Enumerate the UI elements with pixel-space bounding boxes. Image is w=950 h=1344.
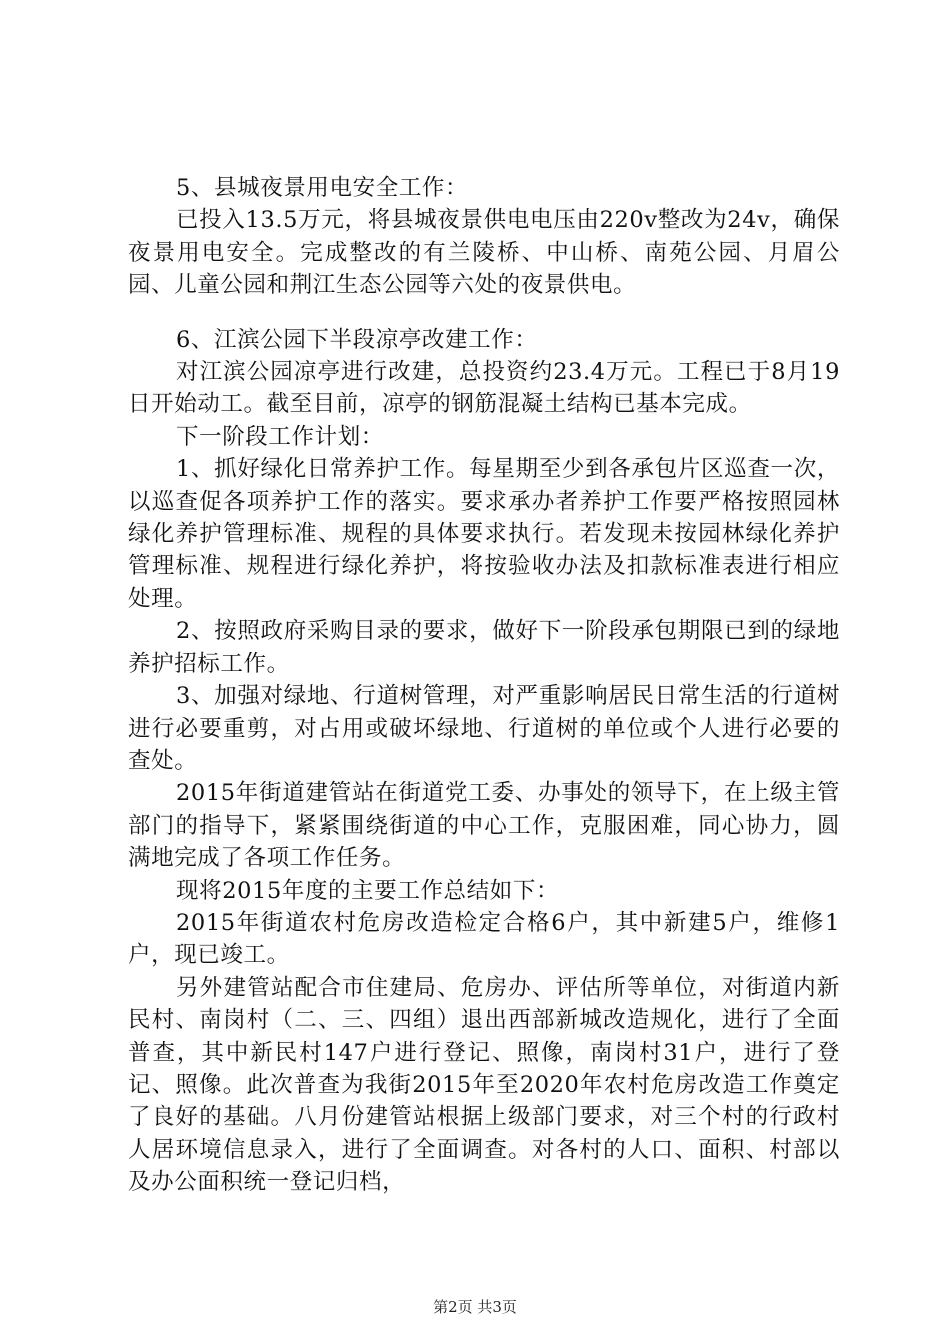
paragraph-summary-intro: 2015年街道建管站在街道党工委、办事处的领导下，在上级主管部门的指导下，紧紧围绕街道的中心工作，克服困难，同心协力，圆满地完成了各项工作任务。: [128, 780, 840, 872]
paragraph-section-5-heading: 5、县城夜景用电安全工作：: [176, 175, 469, 201]
paragraph-section-6-heading: 6、江滨公园下半段凉亭改建工作：: [176, 326, 538, 353]
paragraph-plan-item-1: 1、抓好绿化日常养护工作。每星期至少到各承包片区巡查一次，以巡查促各项养护工作的落实。要求承办者养护工作要严格按照园林绿化养护管理标准、规程的具体要求执行。若发现未按园林绿化养护管理标准、规程进行绿化养护，将按验收办法及扣款标准表进行相应处理。: [128, 456, 840, 612]
page-number-footer: 第2页 共3页: [433, 1298, 517, 1316]
paragraph-plan-item-2: 2、按照政府采购目录的要求，做好下一阶段承包期限已到的绿地养护招标工作。: [128, 618, 840, 677]
paragraph-plan-item-3: 3、加强对绿地、行道树管理，对严重影响居民日常生活的行道树进行必要重剪，对占用或破坏绿地、行道树的单位或个人进行必要的查处。: [128, 683, 840, 774]
document-body: [128, 172, 840, 1199]
paragraph-summary-lead: 现将2015年度的主要工作总结如下：: [176, 877, 560, 904]
paragraph-section-6-body: 对江滨公园凉亭进行改建，总投资约23.4万元。工程已于8月19日开始动工。截至目前，凉亭的钢筋混凝土结构已基本完成。: [128, 359, 840, 418]
paragraph-survey-details: 另外建管站配合市住建局、危房办、评估所等单位，对街道内新民村、南岗村（二、三、四组）退出西部新城改造规化，进行了全面普查，其中新民村147户进行登记、照像，南岗村31户，进行了登记、照像。此次普查为我街2015年至2020年农村危房改造工作奠定了良好的基础。八月份建管站根据上级部门要求，对三个村的行政村人居环境信息录入，进行了全面调查。对各村的人口、面积、村部以及办公面积统一登记归档，: [128, 974, 840, 1196]
paragraph-next-plan-heading: 下一阶段工作计划：: [176, 423, 384, 450]
paragraph-housing-renovation: 2015年街道农村危房改造检定合格6户，其中新建5户，维修1户，现已竣工。: [128, 909, 840, 969]
paragraph-section-5-body: 已投入13.5万元，将县城夜景供电电压由220v整改为24v，确保夜景用电安全。完成整改的有兰陵桥、中山桥、南苑公园、月眉公园、儿童公园和荆江生态公园等六处的夜景供电。: [128, 207, 840, 299]
